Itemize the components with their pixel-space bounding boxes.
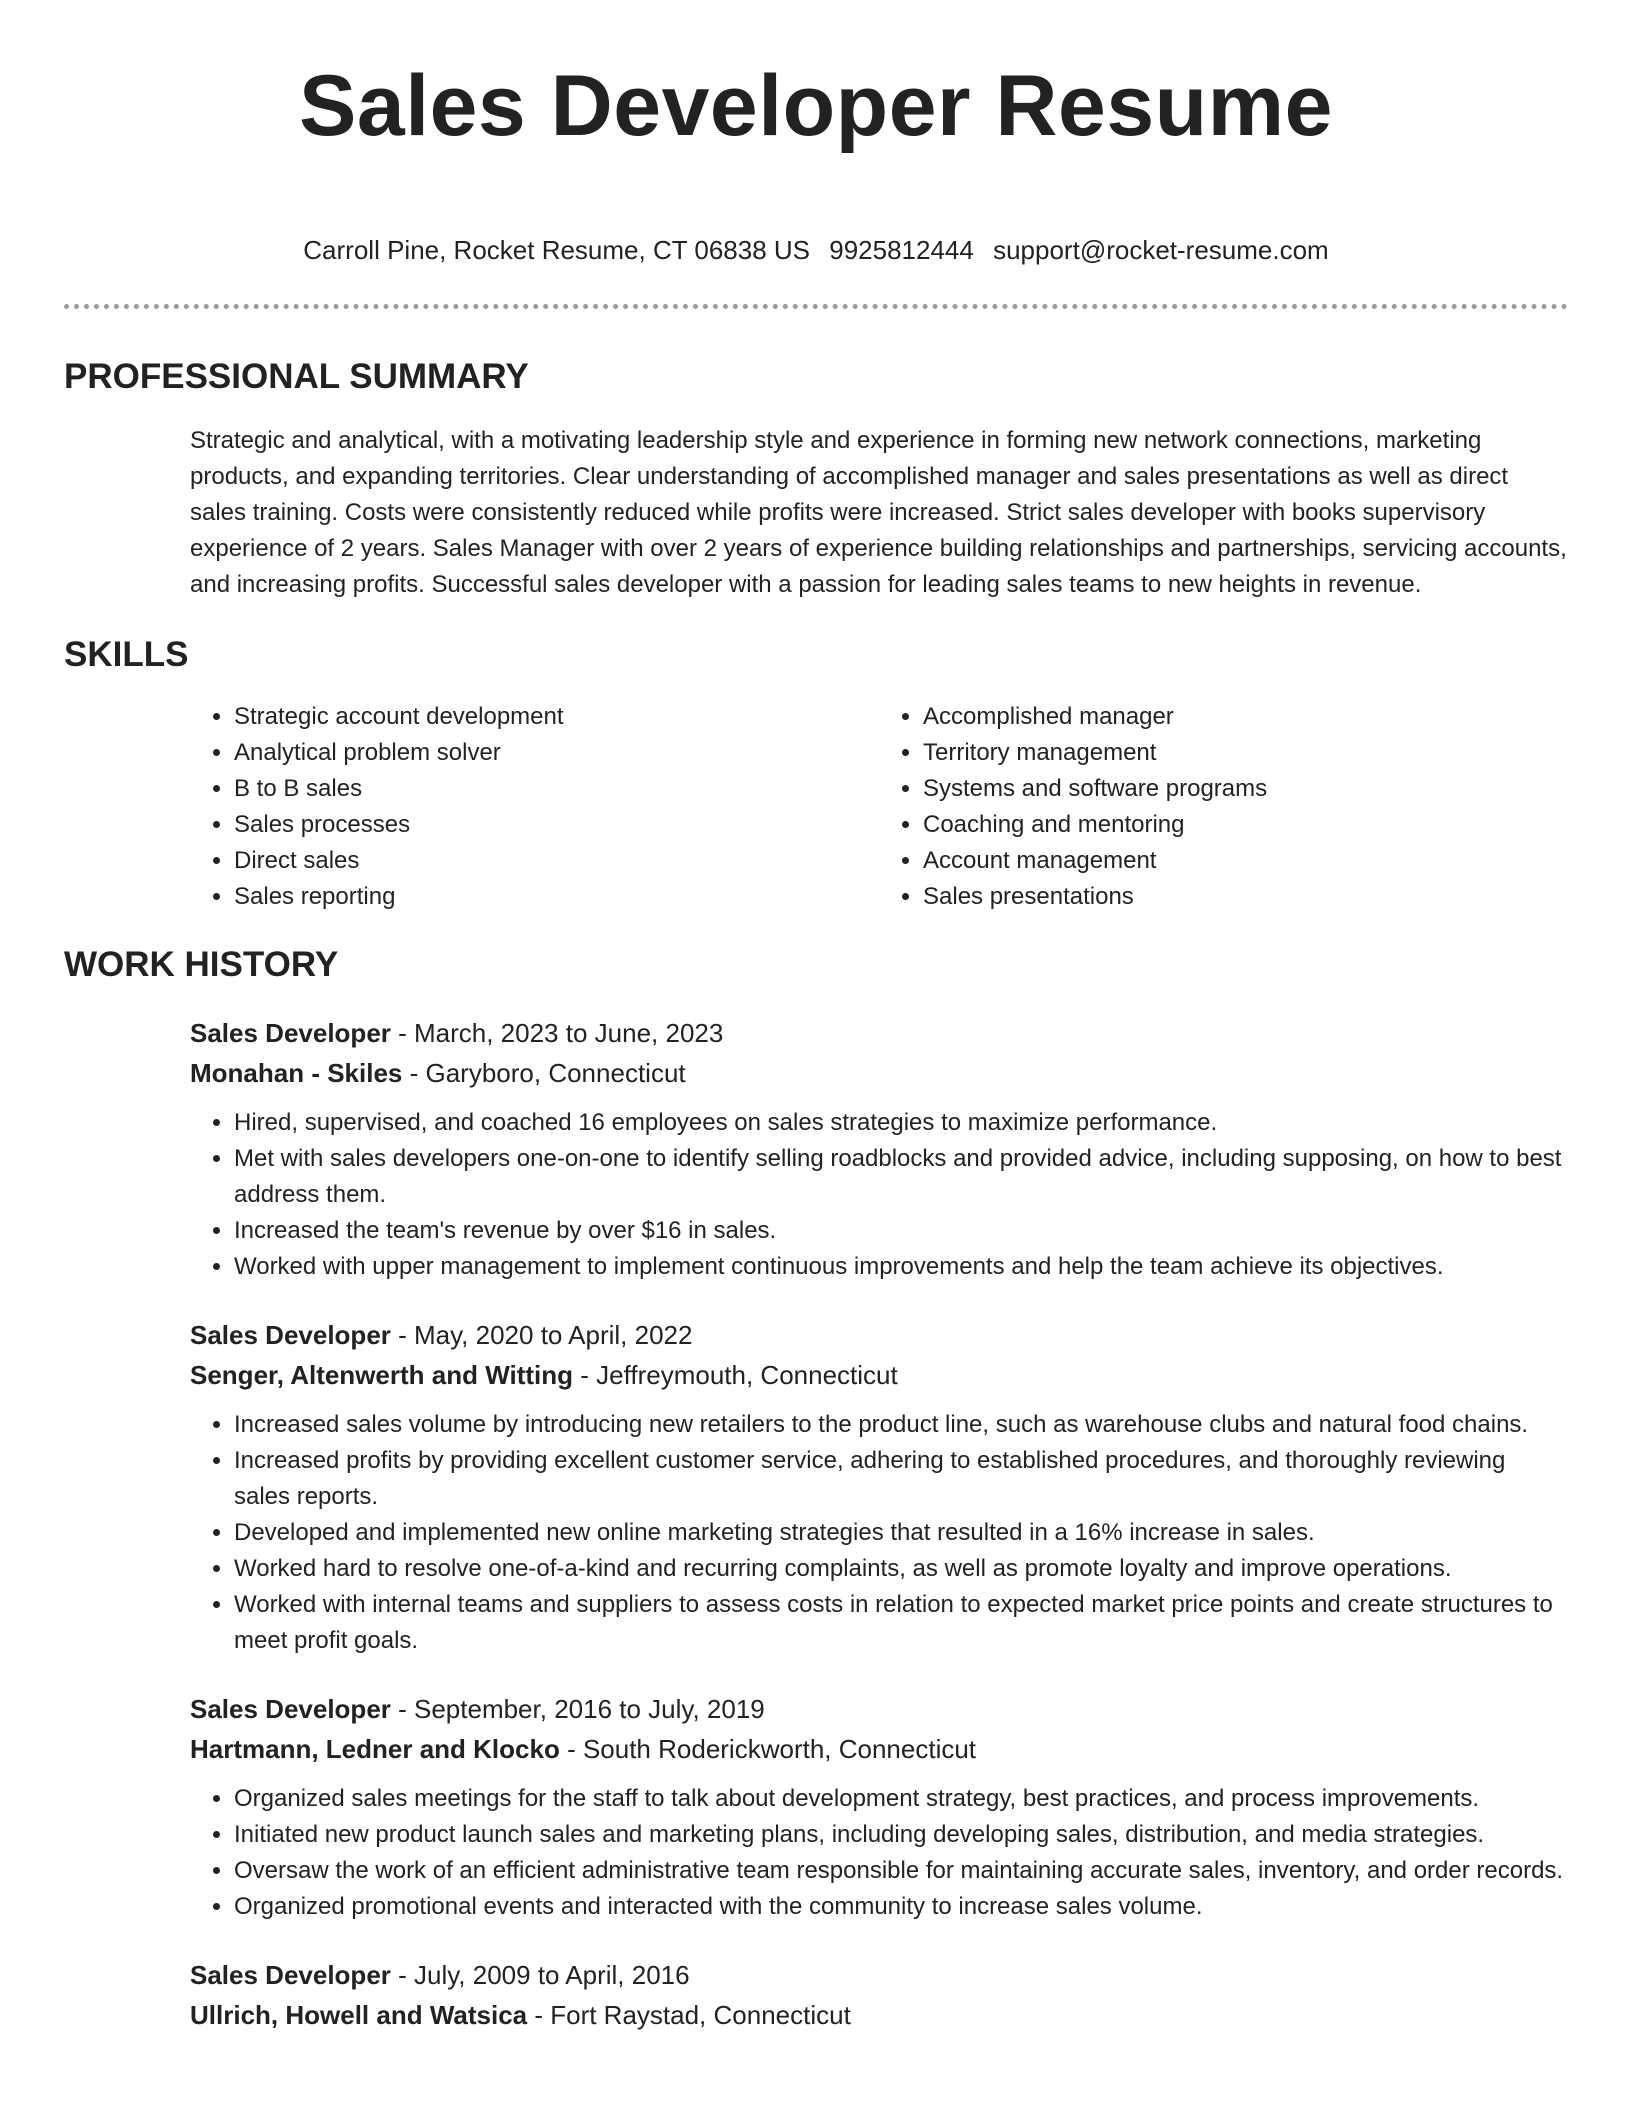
skills-heading: SKILLS: [64, 635, 189, 674]
job-dates: - July, 2009 to April, 2016: [390, 1960, 690, 1990]
skill-item: • Accomplished manager: [923, 699, 1568, 735]
job-dates: - March, 2023 to June, 2023: [390, 1018, 724, 1048]
job-location: - South Roderickworth, Connecticut: [559, 1734, 977, 1764]
job-role-line: [190, 1689, 1568, 1729]
skill-item: • Systems and software programs: [923, 771, 1568, 807]
skill-item: • Analytical problem solver: [234, 735, 879, 771]
job-entry: [190, 1013, 1568, 1285]
job-bullet: • Increased the team's revenue by over $16 in sales.: [234, 1213, 1568, 1249]
skill-item: • Territory management: [923, 735, 1568, 771]
skill-item: • Direct sales: [234, 843, 879, 879]
job-company: Monahan - Skiles: [190, 1058, 403, 1088]
job-dates: - September, 2016 to July, 2019: [390, 1694, 765, 1724]
job-company-line: [190, 1995, 1568, 2035]
job-company-line: [190, 1053, 1568, 1093]
job-company-line: [190, 1355, 1568, 1395]
skill-item: • Sales presentations: [923, 879, 1568, 915]
job-bullet: • Organized promotional events and interacted with the community to increase sales volume.: [234, 1889, 1568, 1925]
job-bullet: • Worked hard to resolve one-of-a-kind and recurring complaints, as well as promote loyalty and improve operations.: [234, 1551, 1568, 1587]
contact-phone: 9925812444: [829, 235, 974, 265]
job-location: - Garyboro, Connecticut: [402, 1058, 686, 1088]
skill-item: • Coaching and mentoring: [923, 807, 1568, 843]
job-dates: - May, 2020 to April, 2022: [390, 1320, 693, 1350]
skill-item: • B to B sales: [234, 771, 879, 807]
skill-item: • Strategic account development: [234, 699, 879, 735]
job-bullet: • Developed and implemented new online marketing strategies that resulted in a 16% increase in sales.: [234, 1515, 1568, 1551]
job-bullet: • Oversaw the work of an efficient administrative team responsible for maintaining accurate sales, inventory, and order records.: [234, 1853, 1568, 1889]
contact-email: support@rocket-resume.com: [993, 235, 1329, 265]
job-bullet: • Initiated new product launch sales and marketing plans, including developing sales, distribution, and media strategies.: [234, 1817, 1568, 1853]
job-bullets: [190, 1105, 1568, 1285]
job-role: Sales Developer: [190, 1694, 391, 1724]
job-company: Hartmann, Ledner and Klocko: [190, 1734, 560, 1764]
job-bullets: [190, 1407, 1568, 1659]
job-bullet: • Worked with upper management to implement continuous improvements and help the team achieve its objectives.: [234, 1249, 1568, 1285]
job-role: Sales Developer: [190, 1960, 391, 1990]
skill-item: • Sales processes: [234, 807, 879, 843]
job-company: Ullrich, Howell and Watsica: [190, 2000, 528, 2030]
job-location: - Jeffreymouth, Connecticut: [573, 1360, 898, 1390]
job-bullet: • Hired, supervised, and coached 16 employees on sales strategies to maximize performance.: [234, 1105, 1568, 1141]
skills-list-left: [190, 699, 879, 915]
skills-list-right: [879, 699, 1568, 915]
skills-grid: [190, 699, 1568, 915]
job-company: Senger, Altenwerth and Witting: [190, 1360, 574, 1390]
skill-item: • Account management: [923, 843, 1568, 879]
job-bullet: • Worked with internal teams and suppliers to assess costs in relation to expected market price points and create structures to meet profit goals.: [234, 1587, 1568, 1659]
job-role: Sales Developer: [190, 1320, 391, 1350]
resume-title: Sales Developer Resume: [299, 58, 1333, 154]
job-bullets: [190, 1781, 1568, 1925]
contact-address: Carroll Pine, Rocket Resume, CT 06838 US: [303, 235, 811, 265]
work-history-heading: WORK HISTORY: [64, 945, 339, 984]
job-entry: [190, 1955, 1568, 2035]
job-bullet: • Increased sales volume by introducing new retailers to the product line, such as warehouse clubs and natural food chains.: [234, 1407, 1568, 1443]
job-entry: [190, 1315, 1568, 1659]
job-role-line: [190, 1315, 1568, 1355]
job-role-line: [190, 1955, 1568, 1995]
job-bullet: • Increased profits by providing excellent customer service, adhering to established procedures, and thoroughly reviewing sales reports.: [234, 1443, 1568, 1515]
job-location: - Fort Raystad, Connecticut: [527, 2000, 851, 2030]
contact-line: [0, 234, 1632, 266]
job-role: Sales Developer: [190, 1018, 391, 1048]
summary-heading: PROFESSIONAL SUMMARY: [64, 357, 529, 396]
job-bullet: • Organized sales meetings for the staff to talk about development strategy, best practices, and process improvements.: [234, 1781, 1568, 1817]
skill-item: • Sales reporting: [234, 879, 879, 915]
job-role-line: [190, 1013, 1568, 1053]
summary-text: Strategic and analytical, with a motivating leadership style and experience in forming new network connections, marketing products, and expanding territories. Clear understanding of accomplished manager and sales presentations as well as direct sales training. Costs were consistently reduced while profits were increased. Strict sales developer with books supervisory experience of 2 years. Sales Manager with over 2 years of experience building relationships and partnerships, servicing accounts, and increasing profits. Successful sales developer with a passion for leading sales teams to new heights in revenue.: [190, 427, 1567, 598]
job-entry: [190, 1689, 1568, 1925]
job-bullet: • Met with sales developers one-on-one to identify selling roadblocks and provided advice, including supposing, on how to best address them.: [234, 1141, 1568, 1213]
header-divider: [64, 304, 1568, 309]
resume-header: [0, 0, 1632, 266]
job-company-line: [190, 1729, 1568, 1769]
